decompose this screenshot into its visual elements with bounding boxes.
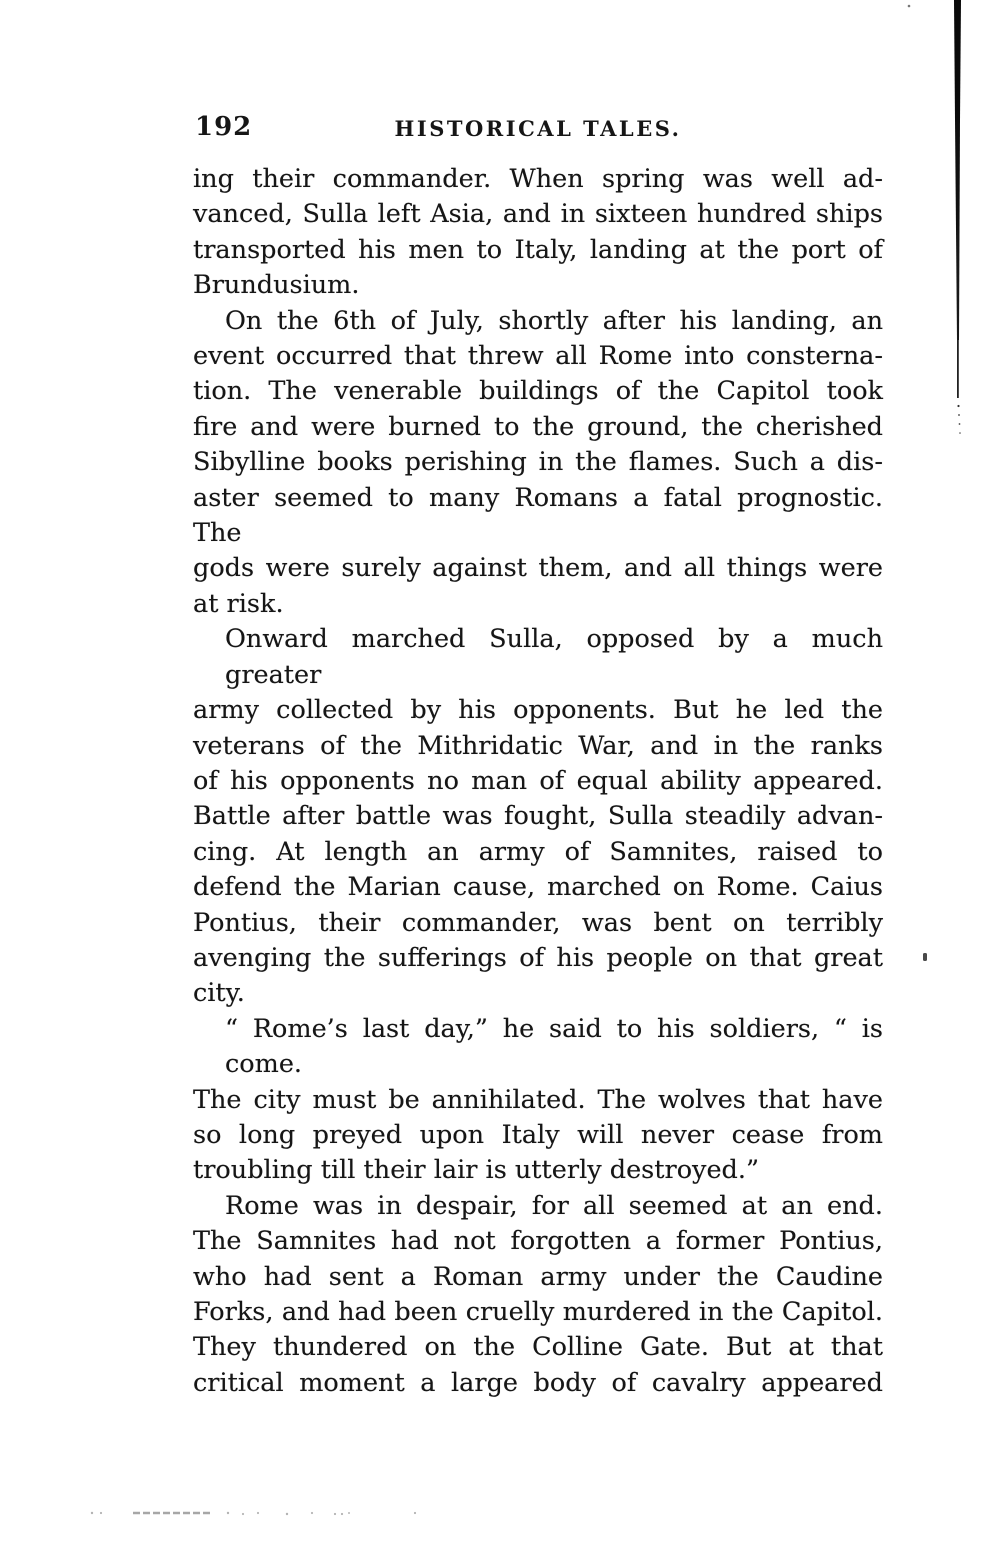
text-line: troubling till their lair is utterly destroyed.” xyxy=(193,1155,760,1186)
text-line: Forks, and had been cruelly murdered in the Capitol. xyxy=(193,1297,883,1327)
text-line: “ Rome’s last day,” he said to his soldiers, “ is come. xyxy=(225,1013,883,1080)
text-line: city. xyxy=(193,978,245,1009)
text-line: gods were surely against them, and all things were xyxy=(193,553,883,584)
text-line: vanced, Sulla left Asia, and in sixteen hundred ships xyxy=(193,199,883,230)
text-line: On the 6th of July, shortly after his landing, an xyxy=(225,305,883,336)
text-line: fire and were burned to the ground, the cherished xyxy=(193,411,883,442)
scan-dash-artifact xyxy=(91,1512,416,1515)
scan-line-artifact xyxy=(954,0,961,434)
text-line: cing. At length an army of Samnites, raised to xyxy=(193,836,883,867)
paragraph xyxy=(193,162,883,304)
text-line: event occurred that threw all Rome into consterna- xyxy=(193,341,883,372)
text-line: Pontius, their commander, was bent on terribly xyxy=(193,907,883,938)
text-line: aster seemed to many Romans a fatal prognostic. The xyxy=(193,482,883,549)
text-line: ing their commander. When spring was well ad- xyxy=(193,164,883,194)
text-line: Battle after battle was fought, Sulla steadily advan- xyxy=(193,801,883,832)
text-line: Sibylline books perishing in the flames. Such a dis- xyxy=(193,447,883,478)
paragraph xyxy=(193,622,883,1011)
text-line: at risk. xyxy=(193,588,284,619)
page-number: 192 xyxy=(195,112,253,142)
text-line: avenging the sufferings of his people on that great xyxy=(193,942,883,973)
text-line: transported his men to Italy, landing at the port of xyxy=(193,234,883,265)
text-line: army collected by his opponents. But he led the xyxy=(193,695,883,726)
running-title: HISTORICAL TALES. xyxy=(394,116,682,141)
text-block xyxy=(193,162,883,1401)
paragraph xyxy=(193,1012,883,1189)
text-line: of his opponents no man of equal ability appeared. xyxy=(193,765,883,796)
paragraph xyxy=(193,1189,883,1401)
text-line: veterans of the Mithridatic War, and in the ranks xyxy=(193,730,883,761)
text-line: Rome was in despair, for all seemed at an end. xyxy=(225,1190,883,1221)
text-line: so long preyed upon Italy will never cease from xyxy=(193,1119,883,1150)
text-line: The city must be annihilated. The wolves that have xyxy=(193,1084,883,1115)
text-line: who had sent a Roman army under the Caudine xyxy=(193,1261,883,1292)
scan-speck-artifact xyxy=(908,5,927,961)
page-header xyxy=(193,112,883,142)
text-line: tion. The venerable buildings of the Capitol took xyxy=(193,376,883,407)
text-line: They thundered on the Colline Gate. But at that xyxy=(193,1332,883,1363)
text-line: critical moment a large body of cavalry appeared xyxy=(193,1367,883,1398)
paragraph xyxy=(193,304,883,623)
text-line: Brundusium. xyxy=(193,270,360,301)
text-line: defend the Marian cause, marched on Rome. Caius xyxy=(193,872,883,903)
text-line: The Samnites had not forgotten a former Pontius, xyxy=(193,1226,883,1257)
text-line: Onward marched Sulla, opposed by a much greater xyxy=(225,624,883,690)
